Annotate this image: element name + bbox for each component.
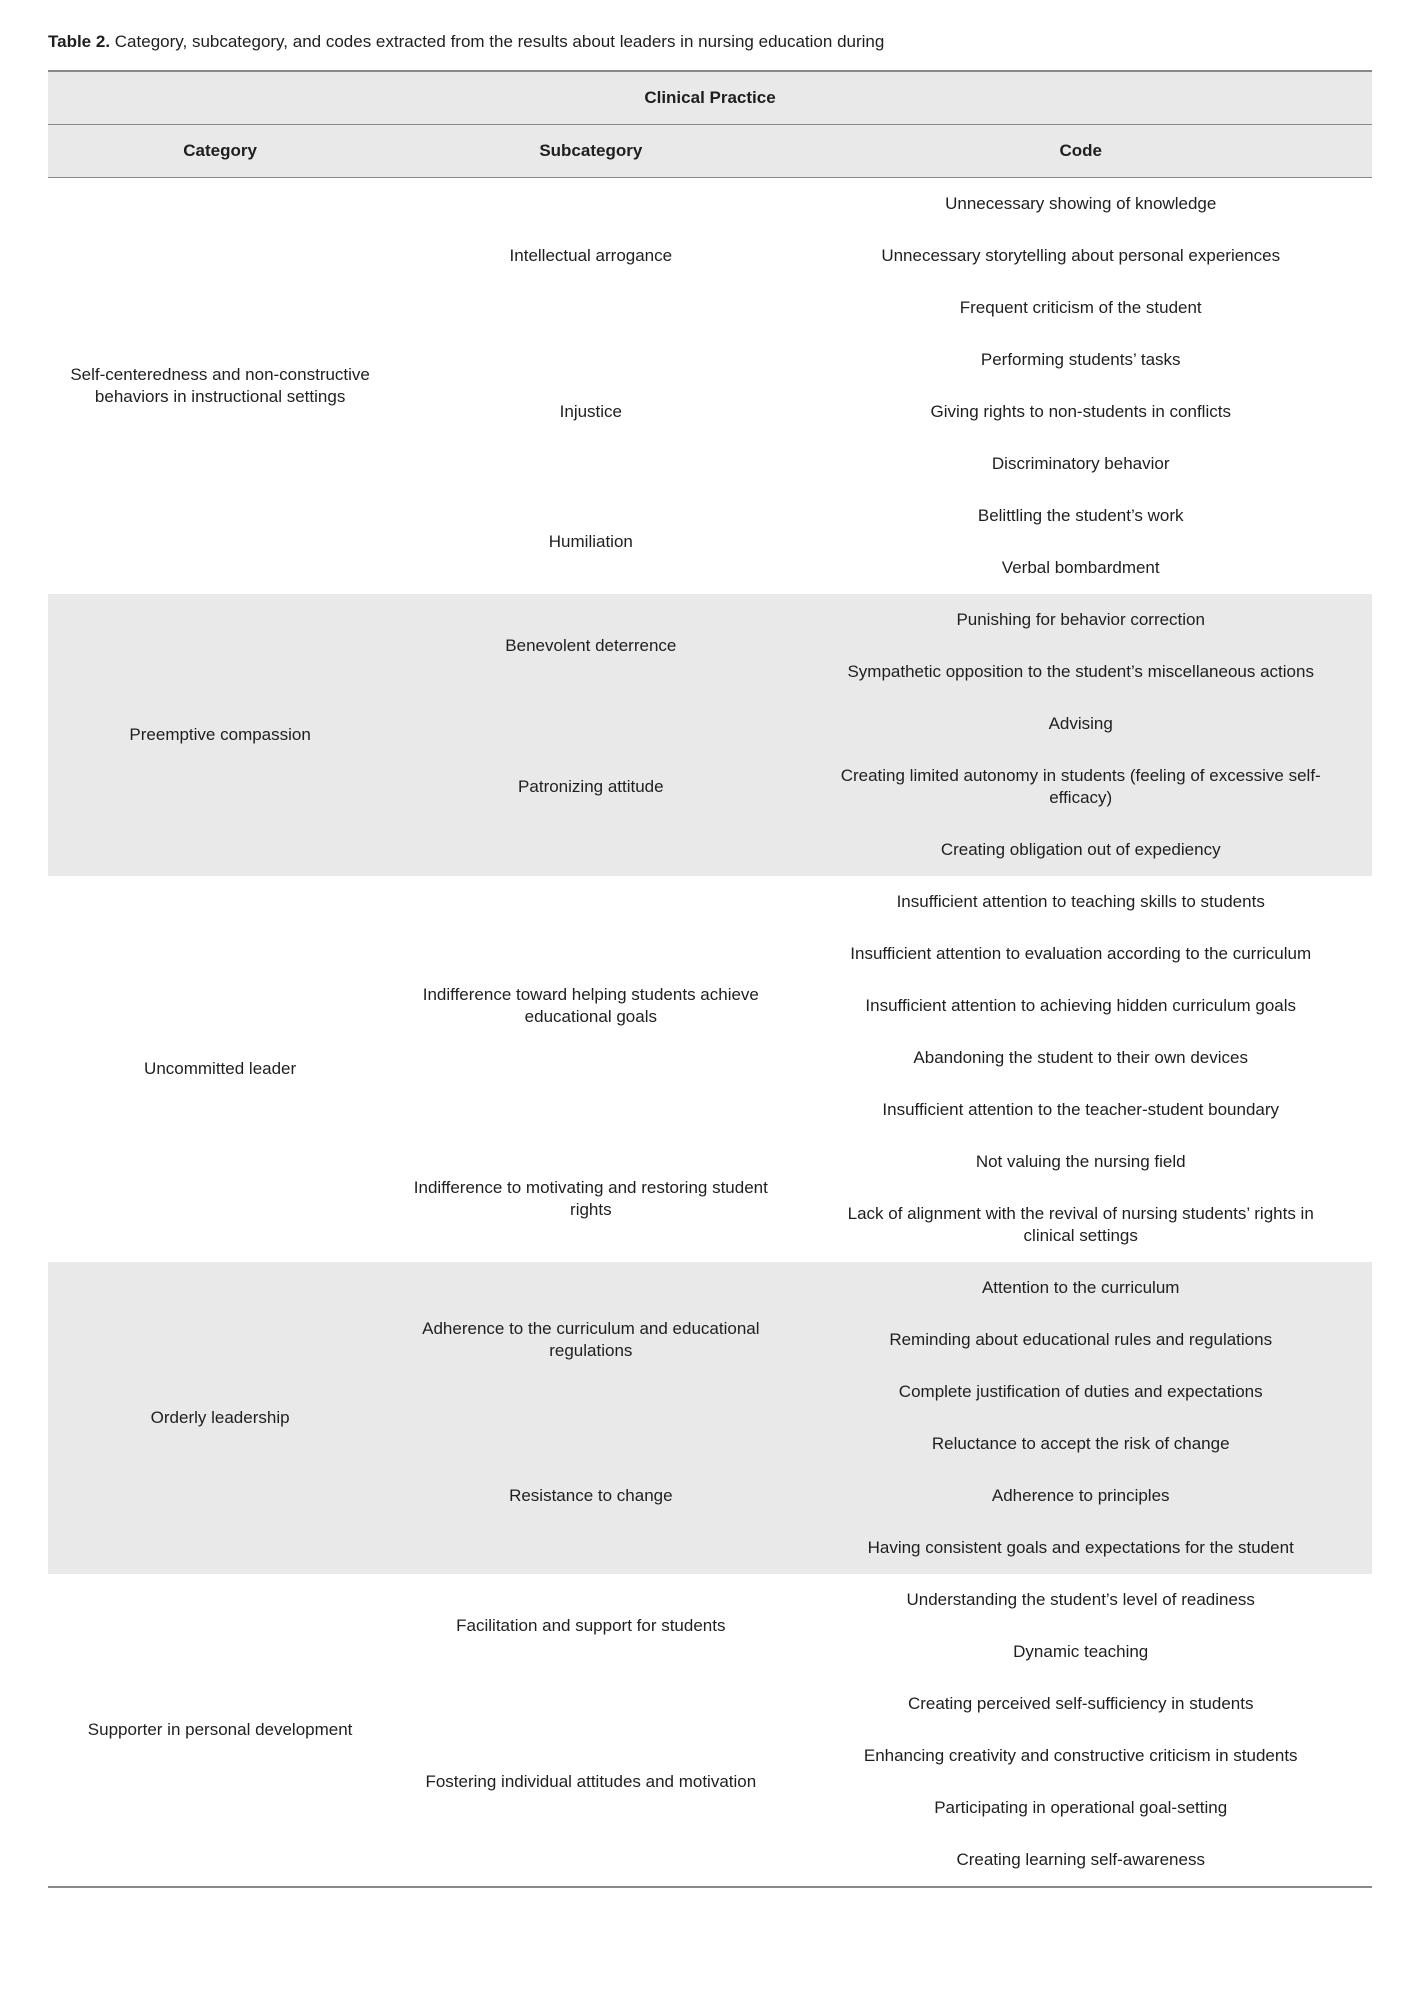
code-cell: Sympathetic opposition to the student’s miscellaneous actions (789, 646, 1372, 698)
code-cell: Unnecessary storytelling about personal experiences (881, 246, 1281, 265)
table-row (48, 876, 1372, 928)
code-cell: Abandoning the student to their own devices (913, 1048, 1248, 1067)
code-cell: Creating learning self-awareness (956, 1850, 1205, 1869)
subcategory-cell: Patronizing attitude (392, 698, 789, 876)
subcategory-cell: Fostering individual attitudes and motivation (425, 1772, 757, 1791)
table-body (48, 178, 1372, 1888)
code-cell: Insufficient attention to the teacher-student boundary (882, 1100, 1280, 1119)
subcategory-cell: Indifference to motivating and restoring student rights (413, 1178, 768, 1219)
code-cell: Understanding the student’s level of readiness (906, 1590, 1255, 1609)
code-cell: Attention to the curriculum (789, 1262, 1372, 1314)
subcategory-cell: Indifference toward helping students achieve educational goals (422, 985, 759, 1026)
subcategory-cell: Adherence to the curriculum and educational regulations (392, 1262, 789, 1418)
table-row (48, 178, 1372, 231)
code-cell: Creating obligation out of expediency (789, 824, 1372, 876)
code-cell: Insufficient attention to teaching skills to students (896, 892, 1265, 911)
span-header: Clinical Practice (48, 71, 1372, 125)
code-cell: Having consistent goals and expectations for the student (789, 1522, 1372, 1574)
code-cell: Reminding about educational rules and regulations (789, 1314, 1372, 1366)
subcategory-cell: Benevolent deterrence (392, 594, 789, 698)
table-row (48, 1262, 1372, 1314)
code-cell: Performing students’ tasks (980, 350, 1181, 369)
table-caption-text: Category, subcategory, and codes extracted from the results about leaders in nursing education during (114, 32, 885, 51)
subcategory-cell: Humiliation (548, 532, 633, 551)
code-cell: Belittling the student’s work (977, 506, 1184, 525)
code-cell: Reluctance to accept the risk of change (789, 1418, 1372, 1470)
code-cell: Insufficient attention to evaluation according to the curriculum (850, 944, 1312, 963)
code-cell: Verbal bombardment (1001, 558, 1160, 577)
code-cell: Complete justification of duties and expectations (789, 1366, 1372, 1418)
table-caption-label: Table 2. (48, 32, 111, 51)
code-cell: Enhancing creativity and constructive criticism in students (863, 1746, 1298, 1765)
subcategory-cell: Resistance to change (392, 1418, 789, 1574)
category-cell: Supporter in personal development (87, 1720, 353, 1739)
code-cell: Creating perceived self-sufficiency in students (907, 1694, 1254, 1713)
code-cell: Insufficient attention to achieving hidden curriculum goals (865, 996, 1297, 1015)
category-cell: Self-centeredness and non-constructive behaviors in instructional settings (70, 365, 370, 406)
span-header-row (48, 71, 1372, 125)
table-caption (48, 30, 1372, 54)
code-cell: Creating limited autonomy in students (feeling of excessive self-efficacy) (789, 750, 1372, 824)
code-cell: Unnecessary showing of knowledge (945, 194, 1217, 213)
code-cell: Adherence to principles (789, 1470, 1372, 1522)
table-row (48, 1574, 1372, 1626)
category-cell: Uncommitted leader (144, 1059, 297, 1078)
category-cell: Preemptive compassion (48, 594, 392, 876)
subcategory-cell: Facilitation and support for students (456, 1616, 726, 1635)
code-cell: Advising (789, 698, 1372, 750)
subcategory-cell: Injustice (559, 402, 623, 421)
code-cell: Not valuing the nursing field (975, 1152, 1186, 1171)
subcategory-cell: Intellectual arrogance (509, 246, 673, 265)
code-cell: Dynamic teaching (1013, 1642, 1149, 1661)
results-table (48, 70, 1372, 1888)
column-header-category: Category (48, 125, 392, 178)
column-header-subcategory: Subcategory (392, 125, 789, 178)
code-cell: Punishing for behavior correction (789, 594, 1372, 646)
column-header-row (48, 125, 1372, 178)
code-cell: Participating in operational goal-setting (934, 1798, 1228, 1817)
code-cell: Discriminatory behavior (991, 454, 1170, 473)
column-header-code: Code (789, 125, 1372, 178)
table-row (48, 594, 1372, 646)
category-cell: Orderly leadership (48, 1262, 392, 1574)
code-cell: Frequent criticism of the student (959, 298, 1202, 317)
code-cell: Giving rights to non-students in conflicts (930, 402, 1231, 421)
code-cell: Lack of alignment with the revival of nursing students’ rights in clinical settings (847, 1204, 1314, 1245)
